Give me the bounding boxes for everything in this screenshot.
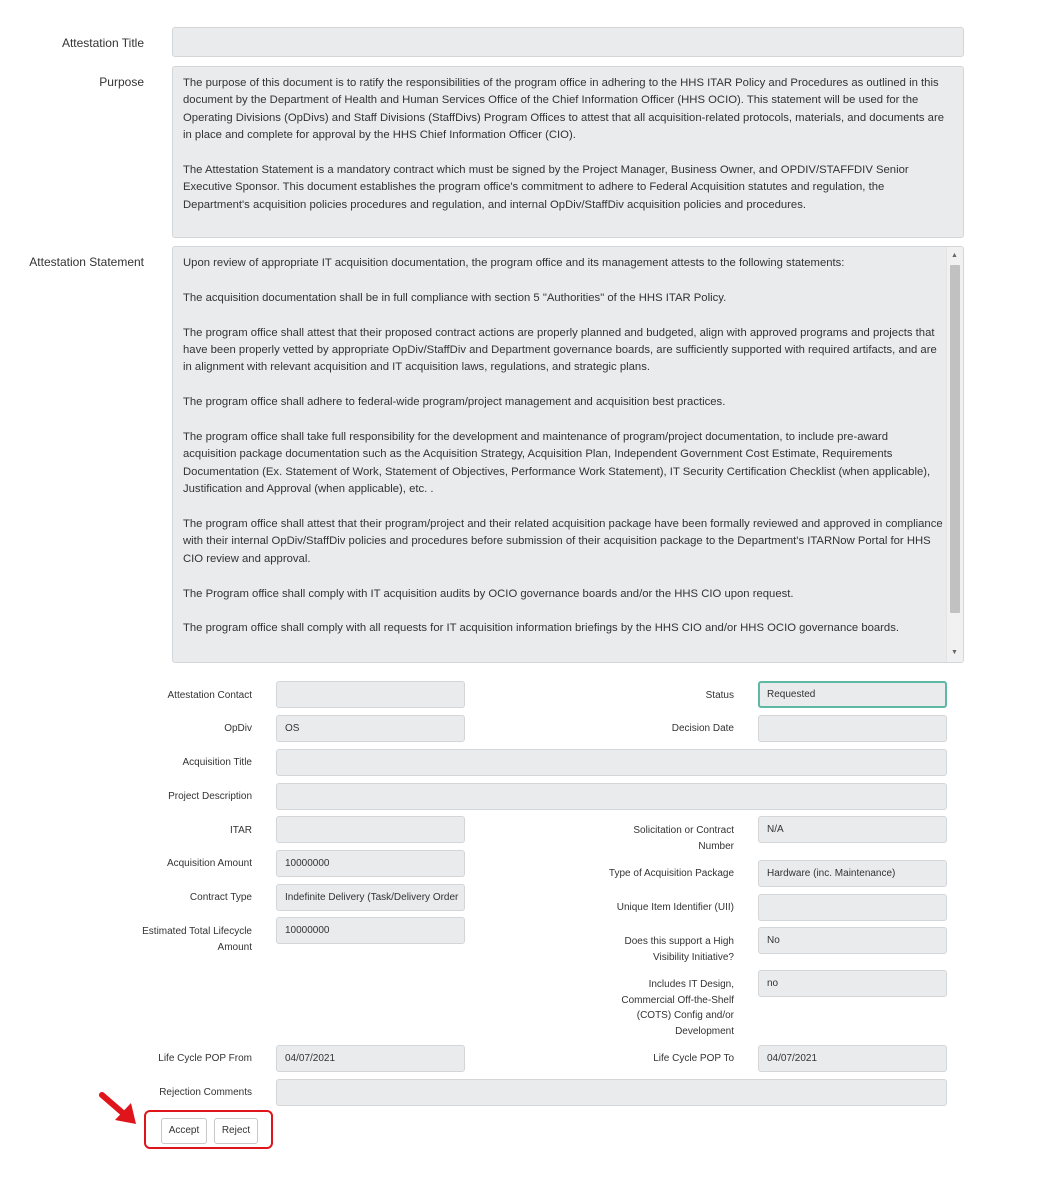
- decision-date-field[interactable]: [758, 715, 947, 742]
- purpose-textarea[interactable]: [172, 66, 964, 238]
- accept-button[interactable]: Accept: [161, 1118, 207, 1144]
- pop-from-field[interactable]: 04/07/2021: [276, 1045, 465, 1072]
- arrow-pointer-icon: [98, 1090, 140, 1126]
- itar-label: ITAR: [229, 825, 252, 836]
- project-description-field[interactable]: [276, 783, 947, 810]
- attestation-statement-textarea[interactable]: [172, 246, 964, 663]
- statement-paragraph: The program office shall attest that their program/project and their related acquisition package have been formally reviewed and approved in compliance with their internal OpDiv/StaffDiv policies and procedures before submission of their acquisition package to the Department's ITARNow Portal for HHS CIO review and approval.: [183, 518, 943, 565]
- statement-scrollbar[interactable]: [946, 247, 963, 662]
- high-visibility-field[interactable]: No: [758, 927, 947, 954]
- purpose-label: Purpose: [99, 75, 144, 89]
- itar-field[interactable]: [276, 816, 465, 843]
- attestation-statement-label: Attestation Statement: [29, 255, 144, 269]
- acquisition-amount-field[interactable]: 10000000: [276, 850, 465, 877]
- it-design-field[interactable]: no: [758, 970, 947, 997]
- solicitation-field[interactable]: N/A: [758, 816, 947, 843]
- acquisition-amount-label: Acquisition Amount: [166, 858, 252, 869]
- statement-paragraph: The program office shall attest that their proposed contract actions are properly planned and budgeted, align with approved programs and projects that have been properly vetted by appropriate OpDiv/StaffDiv and Department governance boards, are sufficiently supported with required artifacts, and are in alignment with relevant acquisition and IT acquisition laws, regulations, and strategic plans.: [183, 326, 937, 374]
- attestation-title-label: Attestation Title: [61, 36, 144, 50]
- type-of-package-field[interactable]: Hardware (inc. Maintenance): [758, 860, 947, 887]
- high-visibility-label: Does this support a High Visibility Initiative?: [624, 936, 734, 963]
- uii-label: Unique Item Identifier (UII): [616, 902, 734, 913]
- statement-paragraph: The program office shall comply with all requests for IT acquisition information briefings by the HHS CIO and/or HHS OCIO governance boards.: [183, 622, 900, 635]
- status-label: Status: [705, 690, 734, 701]
- attestation-contact-field[interactable]: [276, 681, 465, 708]
- pop-to-field[interactable]: 04/07/2021: [758, 1045, 947, 1072]
- purpose-paragraph: The Attestation Statement is a mandatory contract which must be signed by the Project Manager, Business Owner, and OPDIV/STAFFDIV Senior Executive Sponsor. This document establishes the program office's commitment to adhere to Federal Acquisition statutes and regulation, the Department's acquisition policies procedures and regulation, and internal OpDiv/StaffDiv acquisition policies and procedures.: [183, 164, 909, 211]
- rejection-comments-label: Rejection Comments: [159, 1087, 252, 1098]
- attestation-title-input[interactable]: [172, 27, 964, 57]
- solicitation-label: Solicitation or Contract Number: [633, 825, 734, 852]
- reject-button[interactable]: Reject: [214, 1118, 258, 1144]
- acquisition-title-field[interactable]: [276, 749, 947, 776]
- lifecycle-amount-label: Estimated Total Lifecycle Amount: [142, 926, 252, 953]
- contract-type-label: Contract Type: [189, 892, 252, 903]
- status-field[interactable]: Requested: [758, 681, 947, 708]
- statement-paragraph: The acquisition documentation shall be in full compliance with section 5 "Authorities" of the HHS ITAR Policy.: [183, 291, 727, 304]
- rejection-comments-field[interactable]: [276, 1079, 947, 1106]
- statement-paragraph: Upon review of appropriate IT acquisition documentation, the program office and its management attests to the following statements:: [183, 257, 845, 269]
- purpose-paragraph: The purpose of this document is to ratify the responsibilities of the program office in adhering to the HHS ITAR Policy and Procedures as outlined in this document by the Department of Health and Human Services Office of the Chief Information Officer (HHS OCIO). This statement will be used for the Operating Divisions (OpDivs) and Staff Divisions (StaffDivs) Program Offices to attest that all acquisition-related protocols, materials, and documents are in place and complete for approval by the HHS Chief Information Officer (CIO).: [183, 77, 944, 142]
- it-design-label: Includes IT Design, Commercial Off-the-Shelf (COTS) Config and/or Development: [621, 979, 734, 1037]
- type-of-package-label: Type of Acquisition Package: [608, 868, 734, 879]
- pop-to-label: Life Cycle POP To: [653, 1053, 734, 1064]
- statement-paragraph: The program office shall adhere to federal-wide program/project management and acquisition best practices.: [183, 396, 726, 409]
- statement-paragraph: The program office shall take full responsibility for the development and maintenance of program/project documentation, to include pre-award acquisition package documentation such as the Acquisition Strategy, Acquisition Plan, Independent Government Cost Estimate, Requirements Documentation (Ex. Statement of Work, Statement of Objectives, Performance Work Statement), IT Security Certification Checklist (when applicable), Justification and Approval (when applicable), etc. .: [183, 431, 931, 496]
- acquisition-title-label: Acquisition Title: [182, 757, 252, 768]
- opdiv-label: OpDiv: [224, 723, 252, 734]
- scroll-up-arrow-icon[interactable]: ▲: [951, 252, 958, 259]
- uii-field[interactable]: [758, 894, 947, 921]
- statement-paragraph: The Program office shall comply with IT acquisition audits by OCIO governance boards and/or the HHS CIO upon request.: [183, 587, 794, 600]
- project-description-label: Project Description: [168, 791, 252, 802]
- scroll-down-arrow-icon[interactable]: ▼: [951, 649, 958, 656]
- opdiv-field[interactable]: OS: [276, 715, 465, 742]
- lifecycle-amount-field[interactable]: 10000000: [276, 917, 465, 944]
- attestation-contact-label: Attestation Contact: [167, 690, 252, 701]
- contract-type-field[interactable]: Indefinite Delivery (Task/Delivery Order: [276, 884, 465, 911]
- decision-date-label: Decision Date: [671, 723, 734, 734]
- scrollbar-thumb[interactable]: [950, 265, 960, 613]
- pop-from-label: Life Cycle POP From: [158, 1053, 252, 1064]
